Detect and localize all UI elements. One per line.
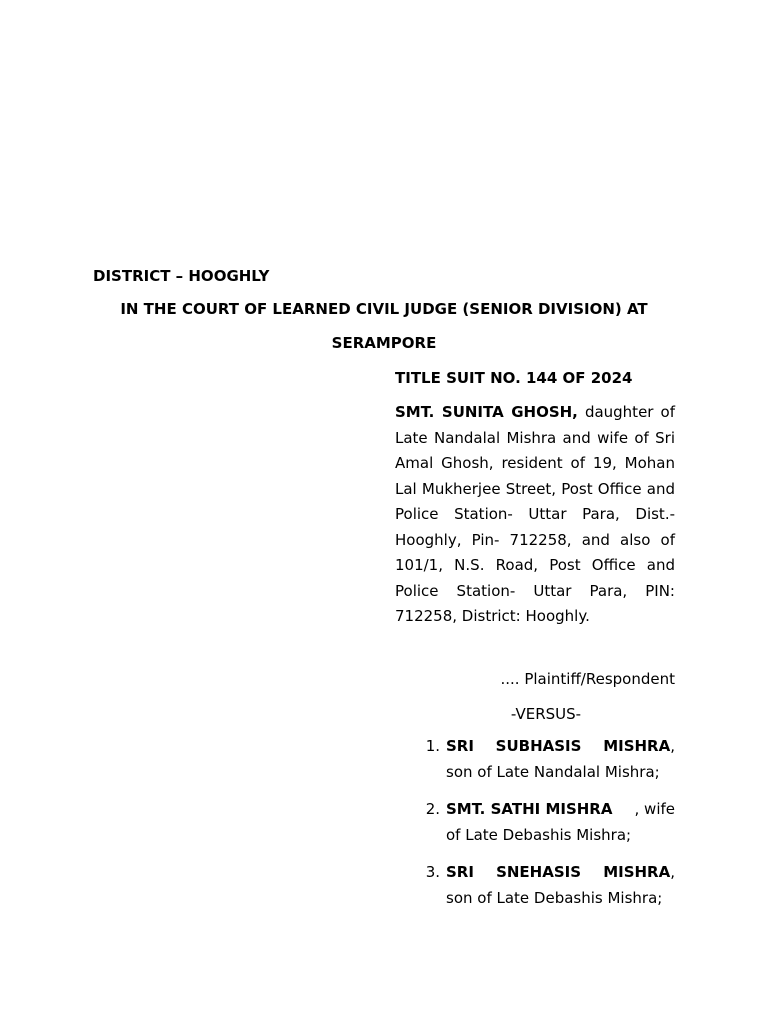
defendant-3 <box>446 860 675 911</box>
plaintiff-name: SMT. SUNITA GHOSH, <box>395 403 578 421</box>
plaintiff-description: daughter of Late Nandalal Mishra and wife of Sri Amal Ghosh, resident of 19, Mohan Lal Mukherjee Street, Post Office and Police Station- Uttar Para, Dist.- Hooghly, Pin- 712258, and also of 101/1, N.S. Road, Post Office and Police Station- Uttar Para, PIN: 712258, District: Hooghly. <box>395 403 675 625</box>
versus-label: -VERSUS- <box>510 705 582 723</box>
plaintiff-block <box>395 400 675 630</box>
court-title-line1: IN THE COURT OF LEARNED CIVIL JUDGE (SENIOR DIVISION) AT <box>120 300 648 318</box>
defendant-1-name: SRI SUBHASIS MISHRA, <box>446 737 675 755</box>
defendant-3-number: 3. <box>425 863 440 881</box>
defendant-1-relation: son of Late Nandalal Mishra; <box>446 762 660 781</box>
defendant-2-number: 2. <box>425 800 440 818</box>
plaintiff-role: .... Plaintiff/Respondent <box>500 670 675 688</box>
defendant-2 <box>446 797 675 848</box>
court-title-line2: SERAMPORE <box>331 334 437 352</box>
defendant-1-number: 1. <box>425 737 440 755</box>
defendant-3-name: SRI SNEHASIS MISHRA, <box>446 863 675 881</box>
defendant-2-name: SMT. SATHI MISHRA , wife <box>446 800 675 818</box>
defendant-1 <box>446 734 675 785</box>
defendant-2-relation: of Late Debashis Mishra; <box>446 825 632 844</box>
defendant-3-relation: son of Late Debashis Mishra; <box>446 888 663 907</box>
suit-number: TITLE SUIT NO. 144 OF 2024 <box>395 369 633 387</box>
district-heading: DISTRICT – HOOGHLY <box>93 267 270 285</box>
